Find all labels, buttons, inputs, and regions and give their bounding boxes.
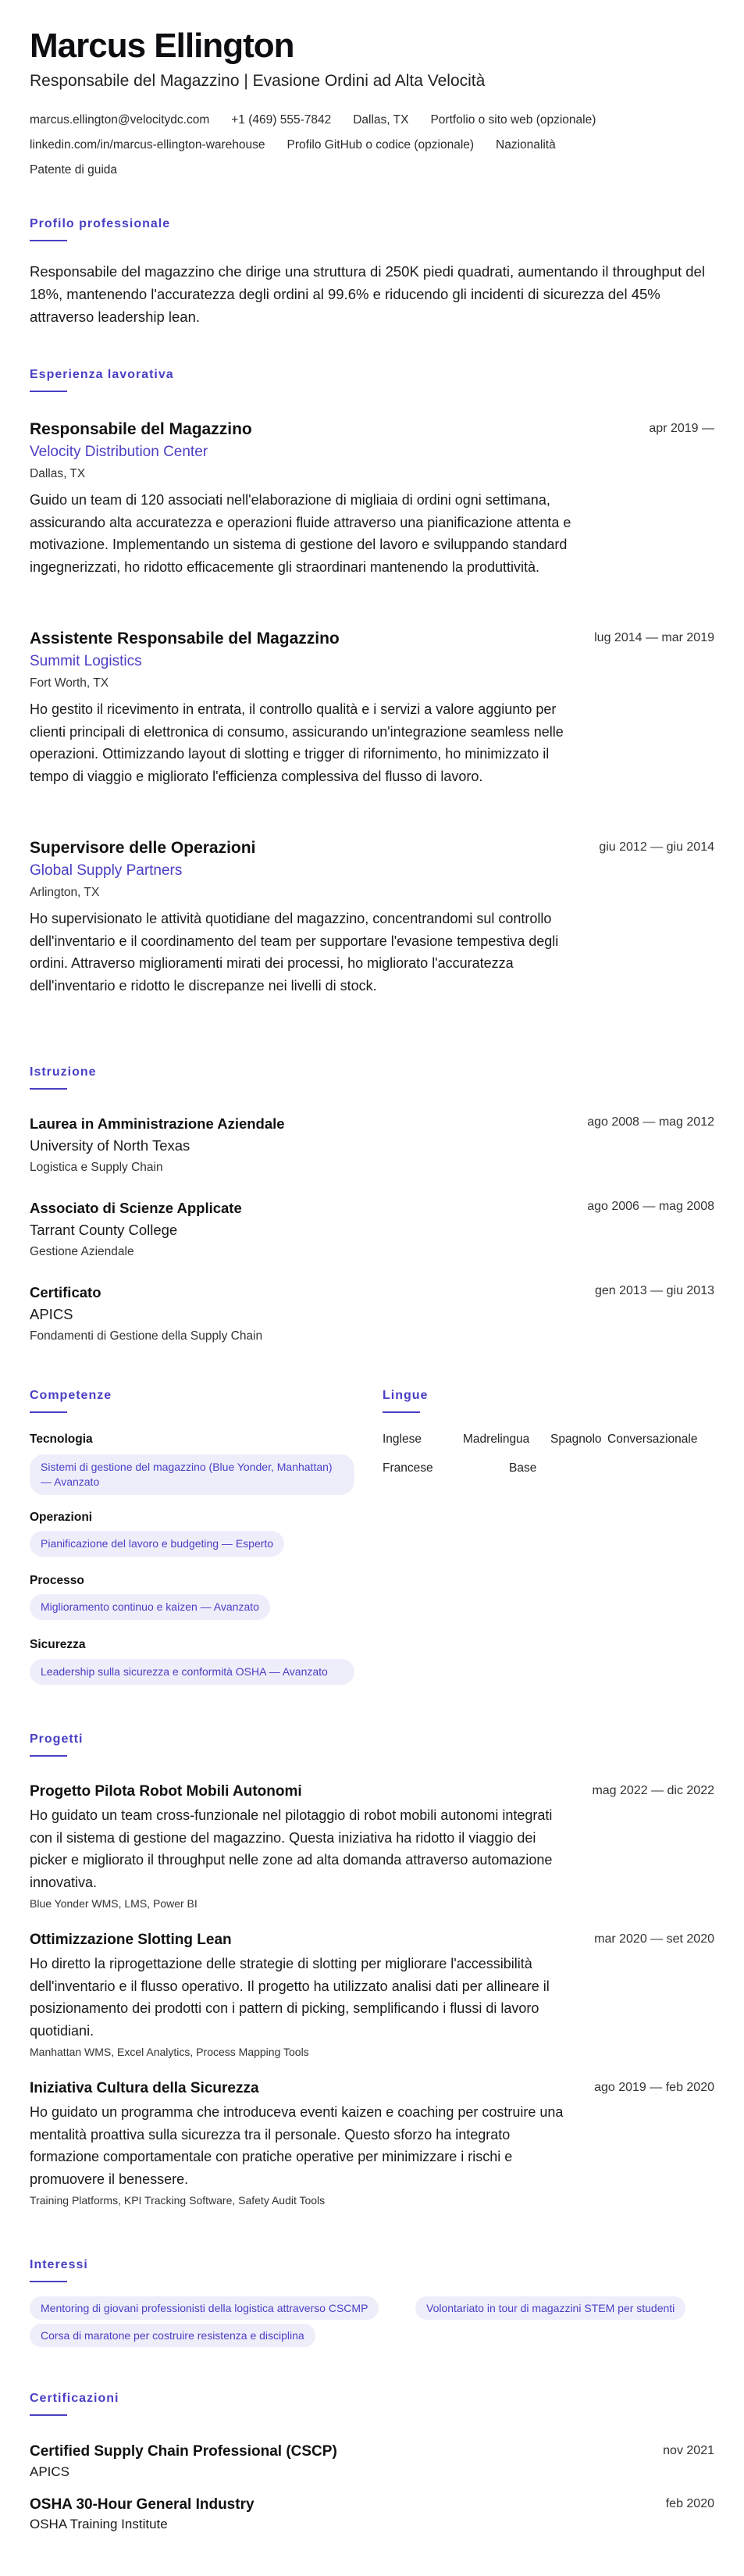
skill-pill: Sistemi di gestione del magazzino (Blue Yonder, Manhattan) — Avanzato xyxy=(30,1454,354,1495)
edu-degree: Laurea in Amministrazione Aziendale xyxy=(30,1115,285,1132)
language-name: Spagnolo xyxy=(550,1432,602,1446)
job-description: Ho supervisionato le attività quotidiane del magazzino, concentrandomi sul controllo dell'inventario e il coordinamento del team per supportare l'evasione tempestiva degli ordini. Attraverso miglioramenti mirati dei processi, ho migliorato l'accuratezza dell'inventario e ridotto le discrepanze nei livelli di stock. xyxy=(30,911,559,994)
skill-category: Sicurezza xyxy=(30,1638,86,1651)
edu-dates: ago 2008 — mag 2012 xyxy=(587,1115,714,1129)
project-description: Ho guidato un team cross-funzionale nel pilotaggio di robot mobili autonomi integrati con il sistema di gestione del magazzino. Questa iniziativa ha ridotto il viaggio dei picker e migliorato il throughput nelle zone ad alta domanda attraverso automazione innovativa. xyxy=(30,1807,553,1890)
contact-portfolio[interactable]: Portfolio o sito web (opzionale) xyxy=(430,113,596,127)
certification-name: Certified Supply Chain Professional (CSCP) xyxy=(30,2443,337,2460)
job-title: Supervisore delle Operazioni xyxy=(30,839,256,857)
section-rule xyxy=(30,1411,67,1413)
section-rule xyxy=(30,391,67,392)
contact-row-3 xyxy=(30,163,117,177)
job-company: Summit Logistics xyxy=(30,653,142,669)
section-rule xyxy=(30,240,67,241)
section-title-certifications: Certificazioni xyxy=(30,2392,119,2405)
project-dates: mar 2020 — set 2020 xyxy=(594,1932,714,1946)
section-rule xyxy=(30,2414,67,2416)
edu-school: Tarrant County College xyxy=(30,1222,178,1238)
language-name: Francese xyxy=(383,1461,433,1475)
edu-degree: Associato di Scienze Applicate xyxy=(30,1200,242,1216)
edu-school: APICS xyxy=(30,1306,73,1322)
edu-degree: Certificato xyxy=(30,1284,101,1300)
job-dates: apr 2019 — xyxy=(649,422,714,435)
interest-pill: Volontariato in tour di magazzini STEM per studenti xyxy=(415,2296,685,2320)
edu-field: Fondamenti di Gestione della Supply Chain xyxy=(30,1329,263,1343)
project-tools: Training Platforms, KPI Tracking Software, Safety Audit Tools xyxy=(30,2194,326,2207)
edu-dates: gen 2013 — giu 2013 xyxy=(594,1284,714,1297)
project-title: Ottimizzazione Slotting Lean xyxy=(30,1932,232,1948)
project-tools: Manhattan WMS, Excel Analytics, Process Mapping Tools xyxy=(30,2046,309,2058)
certification-date: feb 2020 xyxy=(665,2497,714,2510)
contact-phone[interactable]: +1 (469) 555-7842 xyxy=(231,113,332,127)
section-rule xyxy=(30,1088,67,1090)
job-location: Fort Worth, TX xyxy=(30,676,109,690)
section-title-languages: Lingue xyxy=(383,1389,429,1402)
job-description: Ho gestito il ricevimento in entrata, il controllo qualità e i servizi a valore aggiunto per clienti principali di elettronica di consumo, assicurando un'integrazione seamless nelle operazioni. Ottimizzando layout di slotting e trigger di rifornimento, ho minimizzato il tempo di viaggio e migliorato l'efficienza complessiva del flusso di lavoro. xyxy=(30,701,564,784)
language-name: Inglese xyxy=(383,1432,422,1446)
skill-category: Processo xyxy=(30,1574,84,1587)
job-dates: giu 2012 — giu 2014 xyxy=(599,840,714,854)
contact-row-2 xyxy=(30,138,556,152)
section-title-experience: Esperienza lavorativa xyxy=(30,368,174,381)
edu-field: Gestione Aziendale xyxy=(30,1245,134,1258)
skill-category: Operazioni xyxy=(30,1511,93,1524)
candidate-name: Marcus Ellington xyxy=(30,27,294,65)
section-rule xyxy=(383,1411,420,1413)
edu-field: Logistica e Supply Chain xyxy=(30,1161,163,1174)
contact-linkedin[interactable]: linkedin.com/in/marcus-ellington-warehouse xyxy=(30,138,265,152)
job-location: Dallas, TX xyxy=(30,467,86,480)
edu-dates: ago 2006 — mag 2008 xyxy=(587,1200,714,1213)
certification-name: OSHA 30-Hour General Industry xyxy=(30,2496,255,2513)
project-description: Ho guidato un programma che introduceva eventi kaizen e coaching per costruire una mentalità proattiva sulla sicurezza tra il personale. Questo sforzo ha integrato formazione comportamentale con pratiche operative per minimizzare i rischi e promuovere il benessere. xyxy=(30,2104,564,2187)
job-title: Responsabile del Magazzino xyxy=(30,420,252,438)
interest-pill: Corsa di maratone per costruire resistenza e disciplina xyxy=(30,2324,315,2347)
job-title: Assistente Responsabile del Magazzino xyxy=(30,630,340,648)
contact-row-1 xyxy=(30,113,596,127)
contact-location: Dallas, TX xyxy=(353,113,409,127)
section-title-education: Istruzione xyxy=(30,1065,97,1079)
contact-driving-license: Patente di guida xyxy=(30,163,118,177)
profile-summary: Responsabile del magazzino che dirige una struttura di 250K piedi quadrati, aumentando il throughput del 18%, mantenendo l'accuratezza degli ordini al 99.6% e riducendo gli incidenti di sicurezza del 45% attraverso leadership lean. xyxy=(30,263,705,325)
job-description: Guido un team di 120 associati nell'elaborazione di migliaia di ordini ogni settimana, assicurando alta accuratezza e operazioni fluide attraverso una pianificazione attenta e motivazione. Implementando un sistema di gestione del lavoro e sviluppando standard ingegnerizzati, ho ridotto efficacemente gli straordinari mantenendo la produttività. xyxy=(30,492,571,575)
section-title-interests: Interessi xyxy=(30,2258,88,2271)
edu-school: University of North Texas xyxy=(30,1137,190,1154)
section-rule xyxy=(30,2281,67,2282)
job-dates: lug 2014 — mar 2019 xyxy=(594,631,714,644)
skill-pill: Miglioramento continuo e kaizen — Avanzato xyxy=(30,1594,270,1620)
certification-issuer: APICS xyxy=(30,2464,70,2479)
project-dates: ago 2019 — feb 2020 xyxy=(594,2081,714,2094)
interest-pill: Mentoring di giovani professionisti della logistica attraverso CSCMP xyxy=(30,2296,379,2320)
language-level: Base xyxy=(509,1461,537,1475)
section-title-projects: Progetti xyxy=(30,1732,84,1746)
language-level: Madrelingua xyxy=(463,1432,530,1446)
project-title: Progetto Pilota Robot Mobili Autonomi xyxy=(30,1783,302,1800)
certification-issuer: OSHA Training Institute xyxy=(30,2517,168,2531)
certification-date: nov 2021 xyxy=(663,2444,714,2457)
section-title-profile: Profilo professionale xyxy=(30,217,171,230)
project-dates: mag 2022 — dic 2022 xyxy=(592,1784,714,1797)
skill-category: Tecnologia xyxy=(30,1432,93,1446)
skill-pill: Pianificazione del lavoro e budgeting — Esperto xyxy=(30,1531,284,1557)
job-company: Velocity Distribution Center xyxy=(30,444,208,460)
contact-email[interactable]: marcus.ellington@velocitydc.com xyxy=(30,113,210,127)
language-level: Conversazionale xyxy=(607,1432,698,1446)
job-location: Arlington, TX xyxy=(30,886,100,899)
contact-github[interactable]: Profilo GitHub o codice (opzionale) xyxy=(287,138,475,152)
project-description: Ho diretto la riprogettazione delle strategie di slotting per migliorare l'accessibilità dell'inventario e il flusso operativo. Il progetto ha utilizzato analisi dati per allineare il posizionamento dei prodotti con i pattern di picking, semplificando i flussi di lavoro quotidiani. xyxy=(30,1956,550,2039)
project-title: Iniziativa Cultura della Sicurezza xyxy=(30,2080,259,2096)
job-company: Global Supply Partners xyxy=(30,862,183,879)
project-tools: Blue Yonder WMS, LMS, Power BI xyxy=(30,1897,198,1910)
section-rule xyxy=(30,1755,67,1757)
contact-nationality: Nazionalità xyxy=(496,138,556,152)
section-title-skills: Competenze xyxy=(30,1389,112,1402)
skill-pill: Leadership sulla sicurezza e conformità OSHA — Avanzato xyxy=(30,1659,354,1685)
candidate-headline: Responsabile del Magazzino | Evasione Ordini ad Alta Velocità xyxy=(30,72,486,90)
